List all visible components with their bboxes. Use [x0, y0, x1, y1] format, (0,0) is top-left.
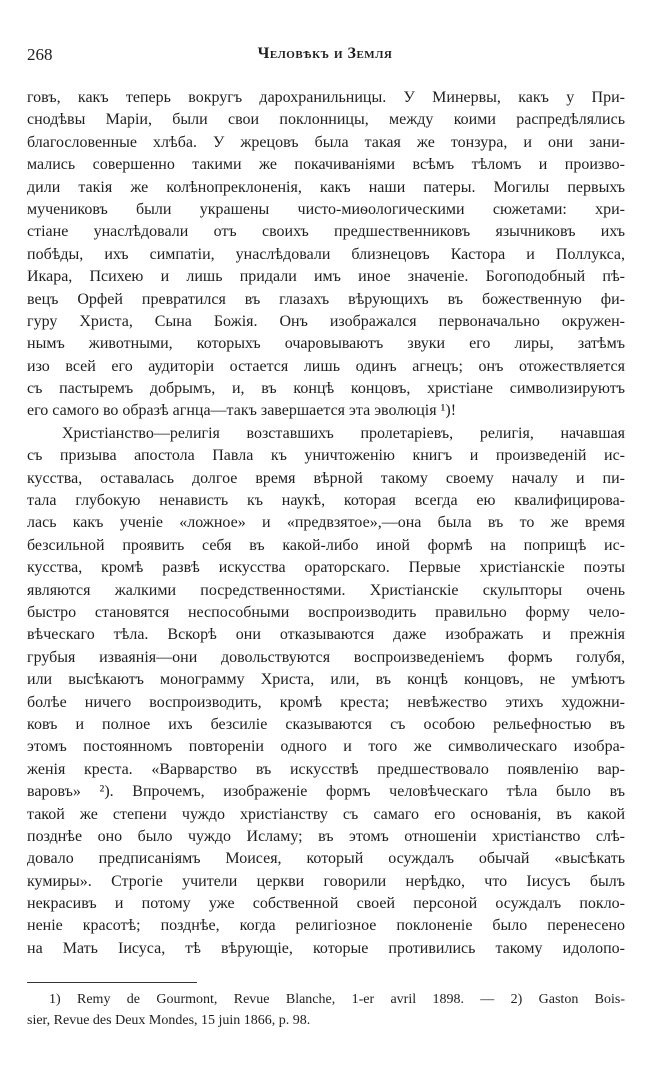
text-line: Христіанство—религія возставшихъ пролетаріевъ, религія, начавшая: [62, 424, 625, 442]
text-line: съ пастыремъ добрымъ, и, въ концѣ концовъ, христіане символизируютъ: [27, 380, 625, 398]
text-line: стіане унаслѣдовали отъ своихъ предшественниковъ язычниковъ ихъ: [27, 223, 625, 241]
text-line: такой же степени чуждо христіанству съ самаго его основанія, въ какой: [27, 805, 625, 823]
text-line: безсильной проявить себя въ какой-либо иной формѣ на поприщѣ ис-: [27, 536, 625, 554]
footnotes: [27, 989, 625, 1031]
text-line: снодѣвы Маріи, были свои поклонницы, между коими распредѣлялись: [27, 111, 625, 129]
text-line: кусства, кромѣ развѣ искусства ораторскаго. Первые христіанскіе поэты: [27, 559, 625, 577]
text-line: вѣческаго тѣла. Вскорѣ они отказываются даже изображать и прежнія: [27, 626, 625, 644]
text-line: позднѣе оно было чуждо Исламу; въ этомъ отношеніи христіанство слѣ-: [27, 827, 625, 845]
text-line: довало предписаніямъ Моисея, который осуждалъ обычай «высѣкать: [27, 850, 625, 868]
text-line: кусства, оставалась долгое время вѣрной такому своему началу и пи-: [27, 469, 625, 487]
running-title: Человѣкъ и Земля: [257, 45, 393, 62]
footnote-line: sier, Revue des Deux Mondes, 15 juin 1866, p. 98.: [27, 1013, 311, 1028]
text-line: варовъ» ²). Впрочемъ, изображеніе формъ человѣческаго тѣла было въ: [27, 783, 625, 801]
text-line: Икара, Психею и лишь придали имъ иное значеніе. Богоподобный пѣ-: [27, 268, 625, 286]
footnote-divider: [27, 982, 197, 983]
text-line: лась какъ ученіе «ложное» и «предвзятое»,—она была въ то же время: [27, 514, 625, 532]
text-line: мались совершенно такими же покачиваніями всѣмъ тѣломъ и произво-: [27, 156, 625, 174]
text-line: дили такія же колѣнопреклоненія, какъ наши патеры. Могилы первыхъ: [27, 178, 625, 196]
text-line: некрасивъ и потому уже собственной своей персоной осуждалъ покло-: [27, 895, 625, 913]
text-line: на Мать Іисуса, тѣ вѣрующіе, которые противились такому идолопо-: [27, 939, 625, 957]
text-line: кумиры». Строгіе учители церкви говорили нерѣдко, что Іисусъ былъ: [27, 872, 625, 890]
footnote-line: 1) Remy de Gourmont, Revue Blanche, 1-er avril 1898. — 2) Gaston Bois-: [49, 992, 625, 1007]
text-line: говъ, какъ теперь вокругъ дарохранильницы. У Минервы, какъ у При-: [27, 89, 625, 106]
text-line: или высѣкаютъ монограмму Христа, или, въ концѣ концовъ, не умѣютъ: [27, 671, 625, 689]
text-line: мучениковъ были украшены чисто-миѳологическими сюжетами: хри-: [27, 200, 625, 218]
text-line: ковъ и полное ихъ безсиліе сказываются съ особою рельефностью въ: [27, 715, 625, 733]
text-line: болѣе ничего воспроизводить, кромѣ креста; невѣжество этихъ художни-: [27, 693, 625, 711]
body-text: [27, 87, 625, 960]
text-line: нымъ животными, которыхъ очаровываютъ звуки его лиры, затѣмъ: [27, 335, 625, 353]
page-number: 268: [27, 45, 53, 64]
text-line: тала глубокую ненависть къ наукѣ, которая всегда ею квалифицирова-: [27, 492, 625, 510]
text-line: вецъ Орфей превратился въ глазахъ вѣрующихъ въ божественную фи-: [27, 290, 625, 308]
text-line: быстро становятся неспособными воспроизводить правильно форму чело-: [27, 603, 625, 621]
text-line: гуру Христа, Сына Божія. Онъ изображался первоначально окружен-: [27, 312, 625, 330]
text-line: благословенные хлѣба. У жрецовъ была такая же тонзура, и они зани-: [27, 133, 625, 151]
text-line: женія креста. «Варварство въ искусствѣ предшествовало появленію вар-: [27, 760, 625, 778]
text-line: изо всей его аудиторіи остается лишь одинъ агнецъ; онъ отожествляется: [27, 357, 625, 375]
text-line: этомъ постоянномъ повтореніи одного и того же символическаго изобра-: [27, 738, 625, 756]
text-line: съ призыва апостола Павла къ уничтоженію книгъ и произведеній ис-: [27, 447, 625, 465]
text-line: являются жалкими посредственностями. Христіанскіе скульпторы очень: [27, 581, 625, 599]
text-line: неніе красотѣ; позднѣе, когда религіозное поклоненіе было перенесено: [27, 917, 625, 935]
text-line: побѣды, ихъ симпатіи, унаслѣдовали близнецовъ Кастора и Поллукса,: [27, 245, 625, 263]
text-line: его самого во образѣ агнца—такъ завершается эта эволюція ¹)!: [27, 402, 457, 420]
text-line: грубыя изваянія—они довольствуются воспроизведеніемъ формъ голубя,: [27, 648, 625, 666]
